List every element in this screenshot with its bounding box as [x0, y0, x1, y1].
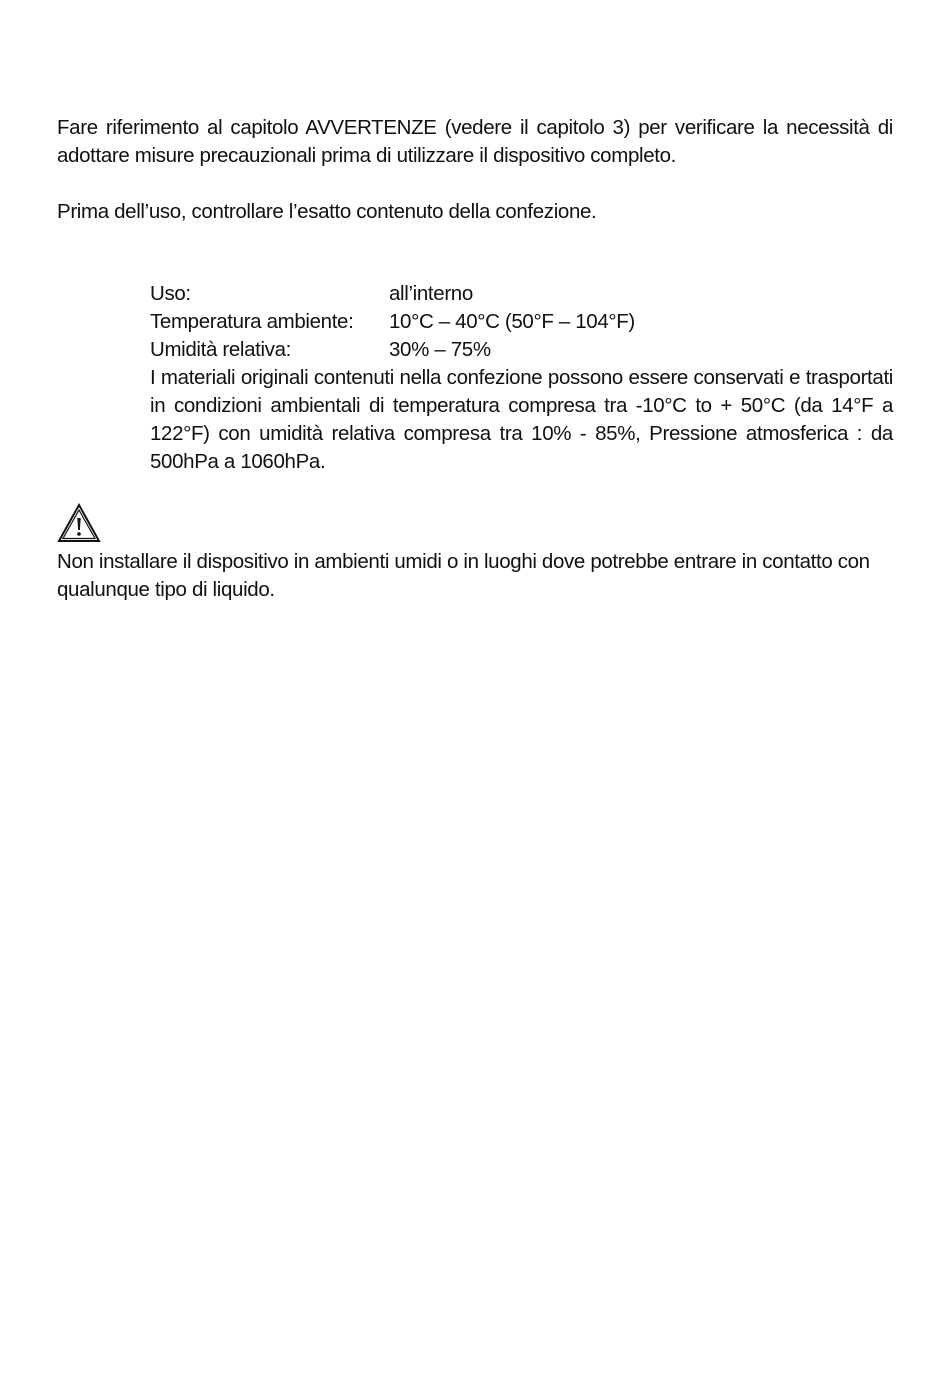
- environment-conditions: [150, 280, 893, 476]
- package-check-paragraph: Prima dell’uso, controllare l’esatto contenuto della confezione.: [57, 200, 597, 223]
- environment-label: Umidità relativa:: [150, 338, 292, 361]
- environment-value: 30% – 75%: [389, 338, 491, 361]
- environment-label: Temperatura ambiente:: [150, 310, 354, 333]
- storage-conditions-paragraph: I materiali originali contenuti nella confezione possono essere conservati e trasportati in condizioni ambientali di temperatura compresa tra -10°C to + 50°C (da 14°F a 122°F) con umidità relativa compresa tra 10% - 85%, Pressione atmosferica : da 500hPa a 1060hPa.: [150, 366, 893, 473]
- environment-row-use: [150, 280, 893, 308]
- warning-triangle-icon: [57, 503, 101, 543]
- intro-paragraph: Fare riferimento al capitolo AVVERTENZE (vedere il capitolo 3) per verificare la necessità di adottare misure precauzionali prima di utilizzare il dispositivo completo.: [57, 116, 893, 167]
- environment-row-humidity: [150, 336, 893, 364]
- moisture-warning-paragraph: Non installare il dispositivo in ambienti umidi o in luoghi dove potrebbe entrare in contatto con qualunque tipo di liquido.: [57, 550, 870, 601]
- environment-value: all’interno: [389, 282, 473, 305]
- environment-label: Uso:: [150, 282, 191, 305]
- environment-value: 10°C – 40°C (50°F – 104°F): [389, 310, 635, 333]
- environment-row-temperature: [150, 308, 893, 336]
